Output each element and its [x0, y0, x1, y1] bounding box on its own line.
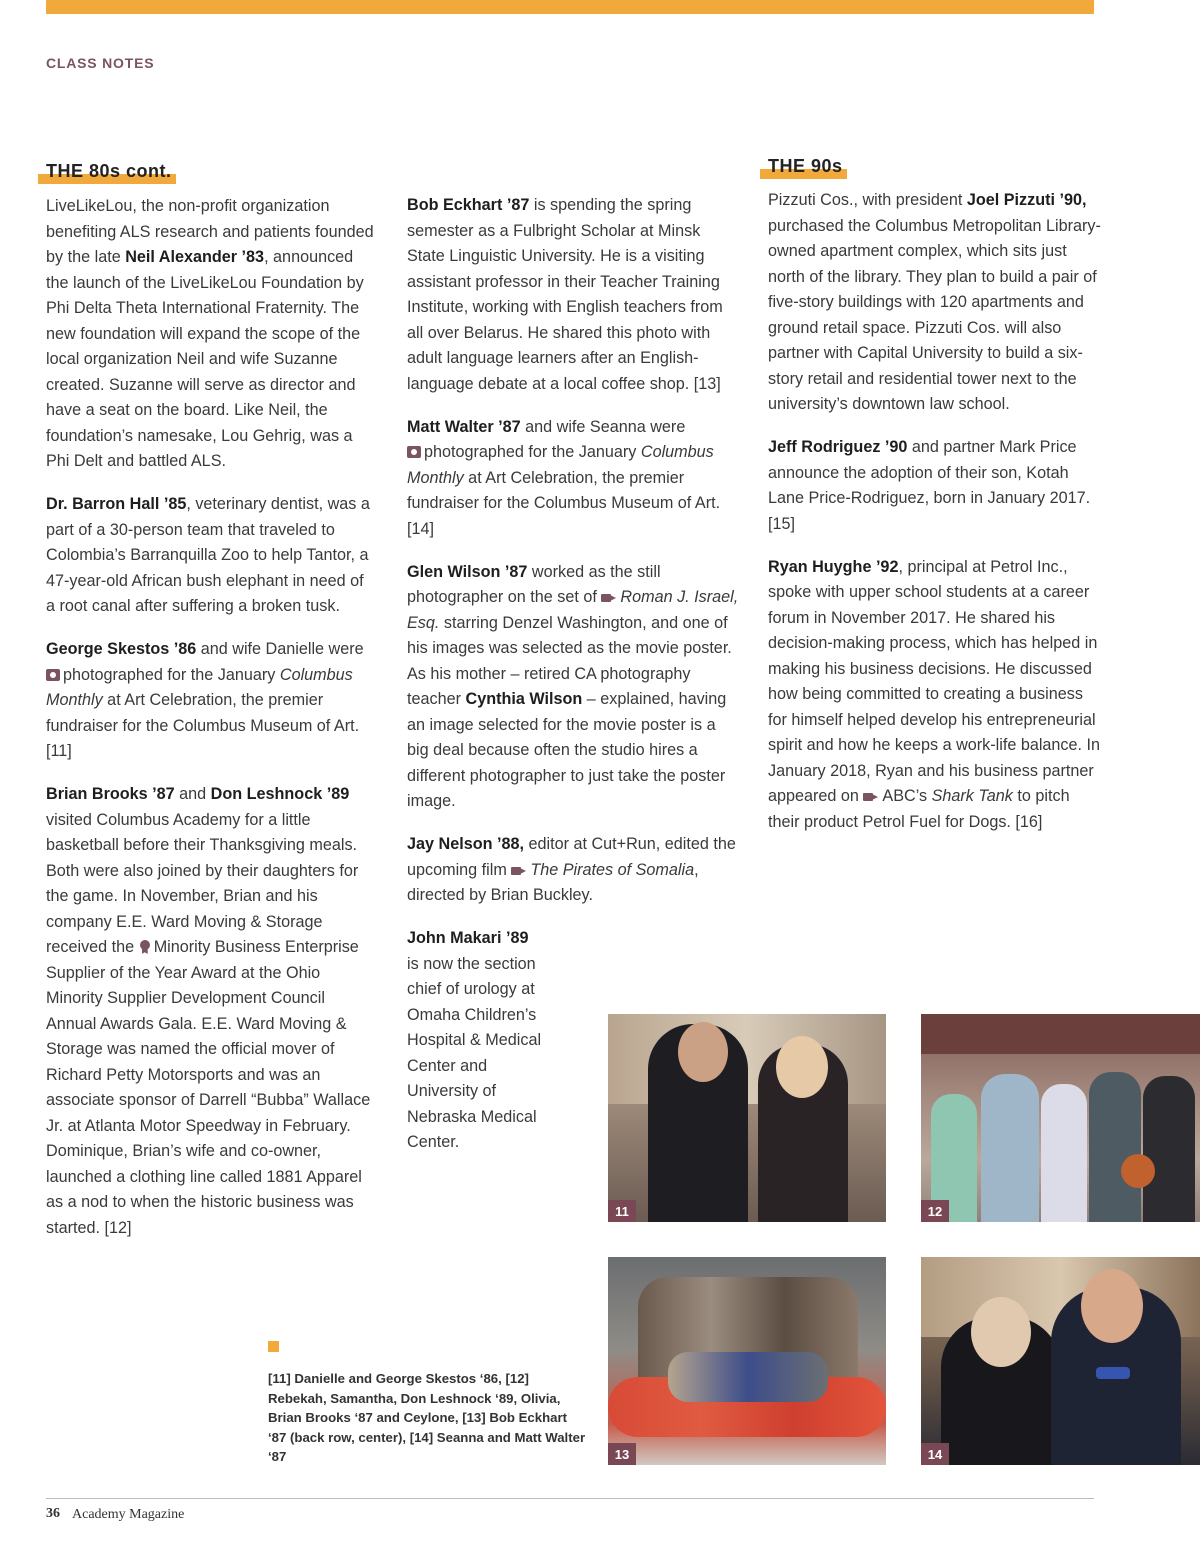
class-note: Brian Brooks ’87 and Don Leshnock ’89 visited Columbus Academy for a little basketball before their Thanksgiving meals. Both were also joined by their daughters for the game. In November, Brian and his company E.E. Ward Moving & Storage received the Minority Business Enterprise Supplier of the Year Award at the Ohio Minority Supplier Development Council Annual Awards Gala. E.E. Ward Moving & Storage was named the official mover of Richard Petty Motorsports and was an associate sponsor of Darrell “Bubba” Wallace Jr. at Atlanta Motor Speedway in February. Dominique, Brian’s wife and co-owner, launched a clothing line called 1881 Apparel as a nod to when the historic business was started. [12]	[46, 785, 371, 1237]
section-label: CLASS NOTES	[46, 55, 155, 71]
class-note: Dr. Barron Hall ’85, veterinary dentist, was a part of a 30-person team that traveled to Colombia’s Barranquilla Zoo to help Tantor, a 47-year-old African bush elephant in need of a root canal after suffering a broken tusk.	[46, 495, 370, 615]
top-accent-bar	[46, 0, 1094, 14]
photo-number: 11	[608, 1200, 636, 1222]
camera-icon	[46, 669, 60, 681]
photo-11	[608, 1014, 886, 1222]
column-3	[768, 188, 1103, 853]
photo-14	[921, 1257, 1200, 1465]
class-note: George Skestos ’86 and wife Danielle were photographed for the January Columbus Monthly at Art Celebration, the premier fundraiser for the Columbus Museum of Art. [11]	[46, 640, 364, 760]
camera-icon	[407, 446, 421, 458]
photo-12	[921, 1014, 1200, 1222]
column-1	[46, 194, 376, 1259]
photo-number: 13	[608, 1443, 636, 1465]
class-note: Pizzuti Cos., with president Joel Pizzuti ’90, purchased the Columbus Metropolitan Library-owned apartment complex, which sits just north of the library. They plan to build a pair of five-story buildings with 120 apartments and ground retail space. Pizzuti Cos. will also partner with Capital University to build a six-story retail and residential tower next to the university’s downtown law school.	[768, 191, 1101, 413]
award-icon	[139, 940, 151, 954]
person-face	[678, 1022, 728, 1082]
footer-rule	[46, 1498, 1094, 1499]
film-camera-icon	[863, 790, 878, 802]
caption-marker	[268, 1341, 279, 1352]
class-note: LiveLikeLou, the non-profit organization benefiting ALS research and patients founded by the late Neil Alexander ’83, announced the launch of the LiveLikeLou Foundation by Phi Delta Theta International Fraternity. The new foundation will expand the scope of the local organization Neil and wife Suzanne created. Suzanne will serve as director and have a seat on the board. Like Neil, the foundation’s namesake, Lou Gehrig, was a Phi Delt and battled ALS.	[46, 197, 374, 470]
class-note: Bob Eckhart ’87 is spending the spring semester as a Fulbright Scholar at Minsk State Linguistic University. He is a visiting assistant professor in their Teacher Training Institute, working with English teachers from all over Belarus. He shared this photo with adult language learners after an English-language debate at a local coffee shop. [13]	[407, 196, 723, 393]
photo-number: 14	[921, 1443, 949, 1465]
person-silhouette	[981, 1074, 1039, 1222]
photo-caption: [11] Danielle and George Skestos ‘86, [12] Rebekah, Samantha, Don Leshnock ‘89, Olivia, Brian Brooks ‘87 and Ceylone, [13] Bob Eckhart ‘87 (back row, center), [14] Seanna and Matt Walter ‘87	[268, 1371, 586, 1464]
person-silhouette	[1143, 1076, 1195, 1222]
heading-90s-text: THE 90s	[768, 156, 843, 176]
person-face	[971, 1297, 1031, 1367]
magazine-name: Academy Magazine	[72, 1507, 185, 1522]
class-note: John Makari ’89 is now the section chief of urology at Omaha Children’s Hospital & Medical Center and University of Nebraska Medical Center.	[407, 929, 542, 1151]
photo-13	[608, 1257, 886, 1465]
class-note: Ryan Huyghe ’92, principal at Petrol Inc., spoke with upper school students at a career forum in November 2017. He shared his decision-making process, which has helped in making his business decisions. He discussed how being committed to creating a business for himself helped develop his entrepreneurial spirit and how he keeps a work-life balance. In January 2018, Ryan and his business partner appeared on ABC’s Shark Tank to pitch their product Petrol Fuel for Dogs. [16]	[768, 557, 1101, 831]
group-front-row	[668, 1352, 828, 1402]
bow-tie	[1096, 1367, 1130, 1379]
basketball	[1121, 1154, 1155, 1188]
heading-90s	[768, 156, 843, 177]
class-note: Jeff Rodriguez ’90 and partner Mark Price announce the adoption of their son, Kotah Lane Price-Rodriguez, born in January 2017. [15]	[768, 438, 1091, 533]
person-face	[1081, 1269, 1143, 1343]
person-face	[776, 1036, 828, 1098]
person-silhouette	[1041, 1084, 1087, 1222]
heading-80s	[46, 161, 172, 182]
heading-80s-text: THE 80s cont.	[46, 161, 172, 181]
film-camera-icon	[511, 864, 526, 876]
page-number: 36	[46, 1506, 60, 1521]
class-note: Jay Nelson ’88, editor at Cut+Run, edited the upcoming film The Pirates of Somalia, directed by Brian Buckley.	[407, 835, 736, 904]
photo-background	[921, 1014, 1200, 1054]
class-note: Matt Walter ’87 and wife Seanna were photographed for the January Columbus Monthly at Art Celebration, the premier fundraiser for the Columbus Museum of Art. [14]	[407, 417, 721, 538]
film-camera-icon	[601, 591, 616, 603]
photo-number: 12	[921, 1200, 949, 1222]
class-note: Glen Wilson ’87 worked as the still photographer on the set of Roman J. Israel, Esq. starring Denzel Washington, and one of his images was selected as the movie poster. As his mother – retired CA photography teacher Cynthia Wilson – explained, having an image selected for the movie poster is a big deal because often the studio hires a different photographer to just take the poster image.	[407, 562, 739, 810]
person-silhouette	[1089, 1072, 1141, 1222]
